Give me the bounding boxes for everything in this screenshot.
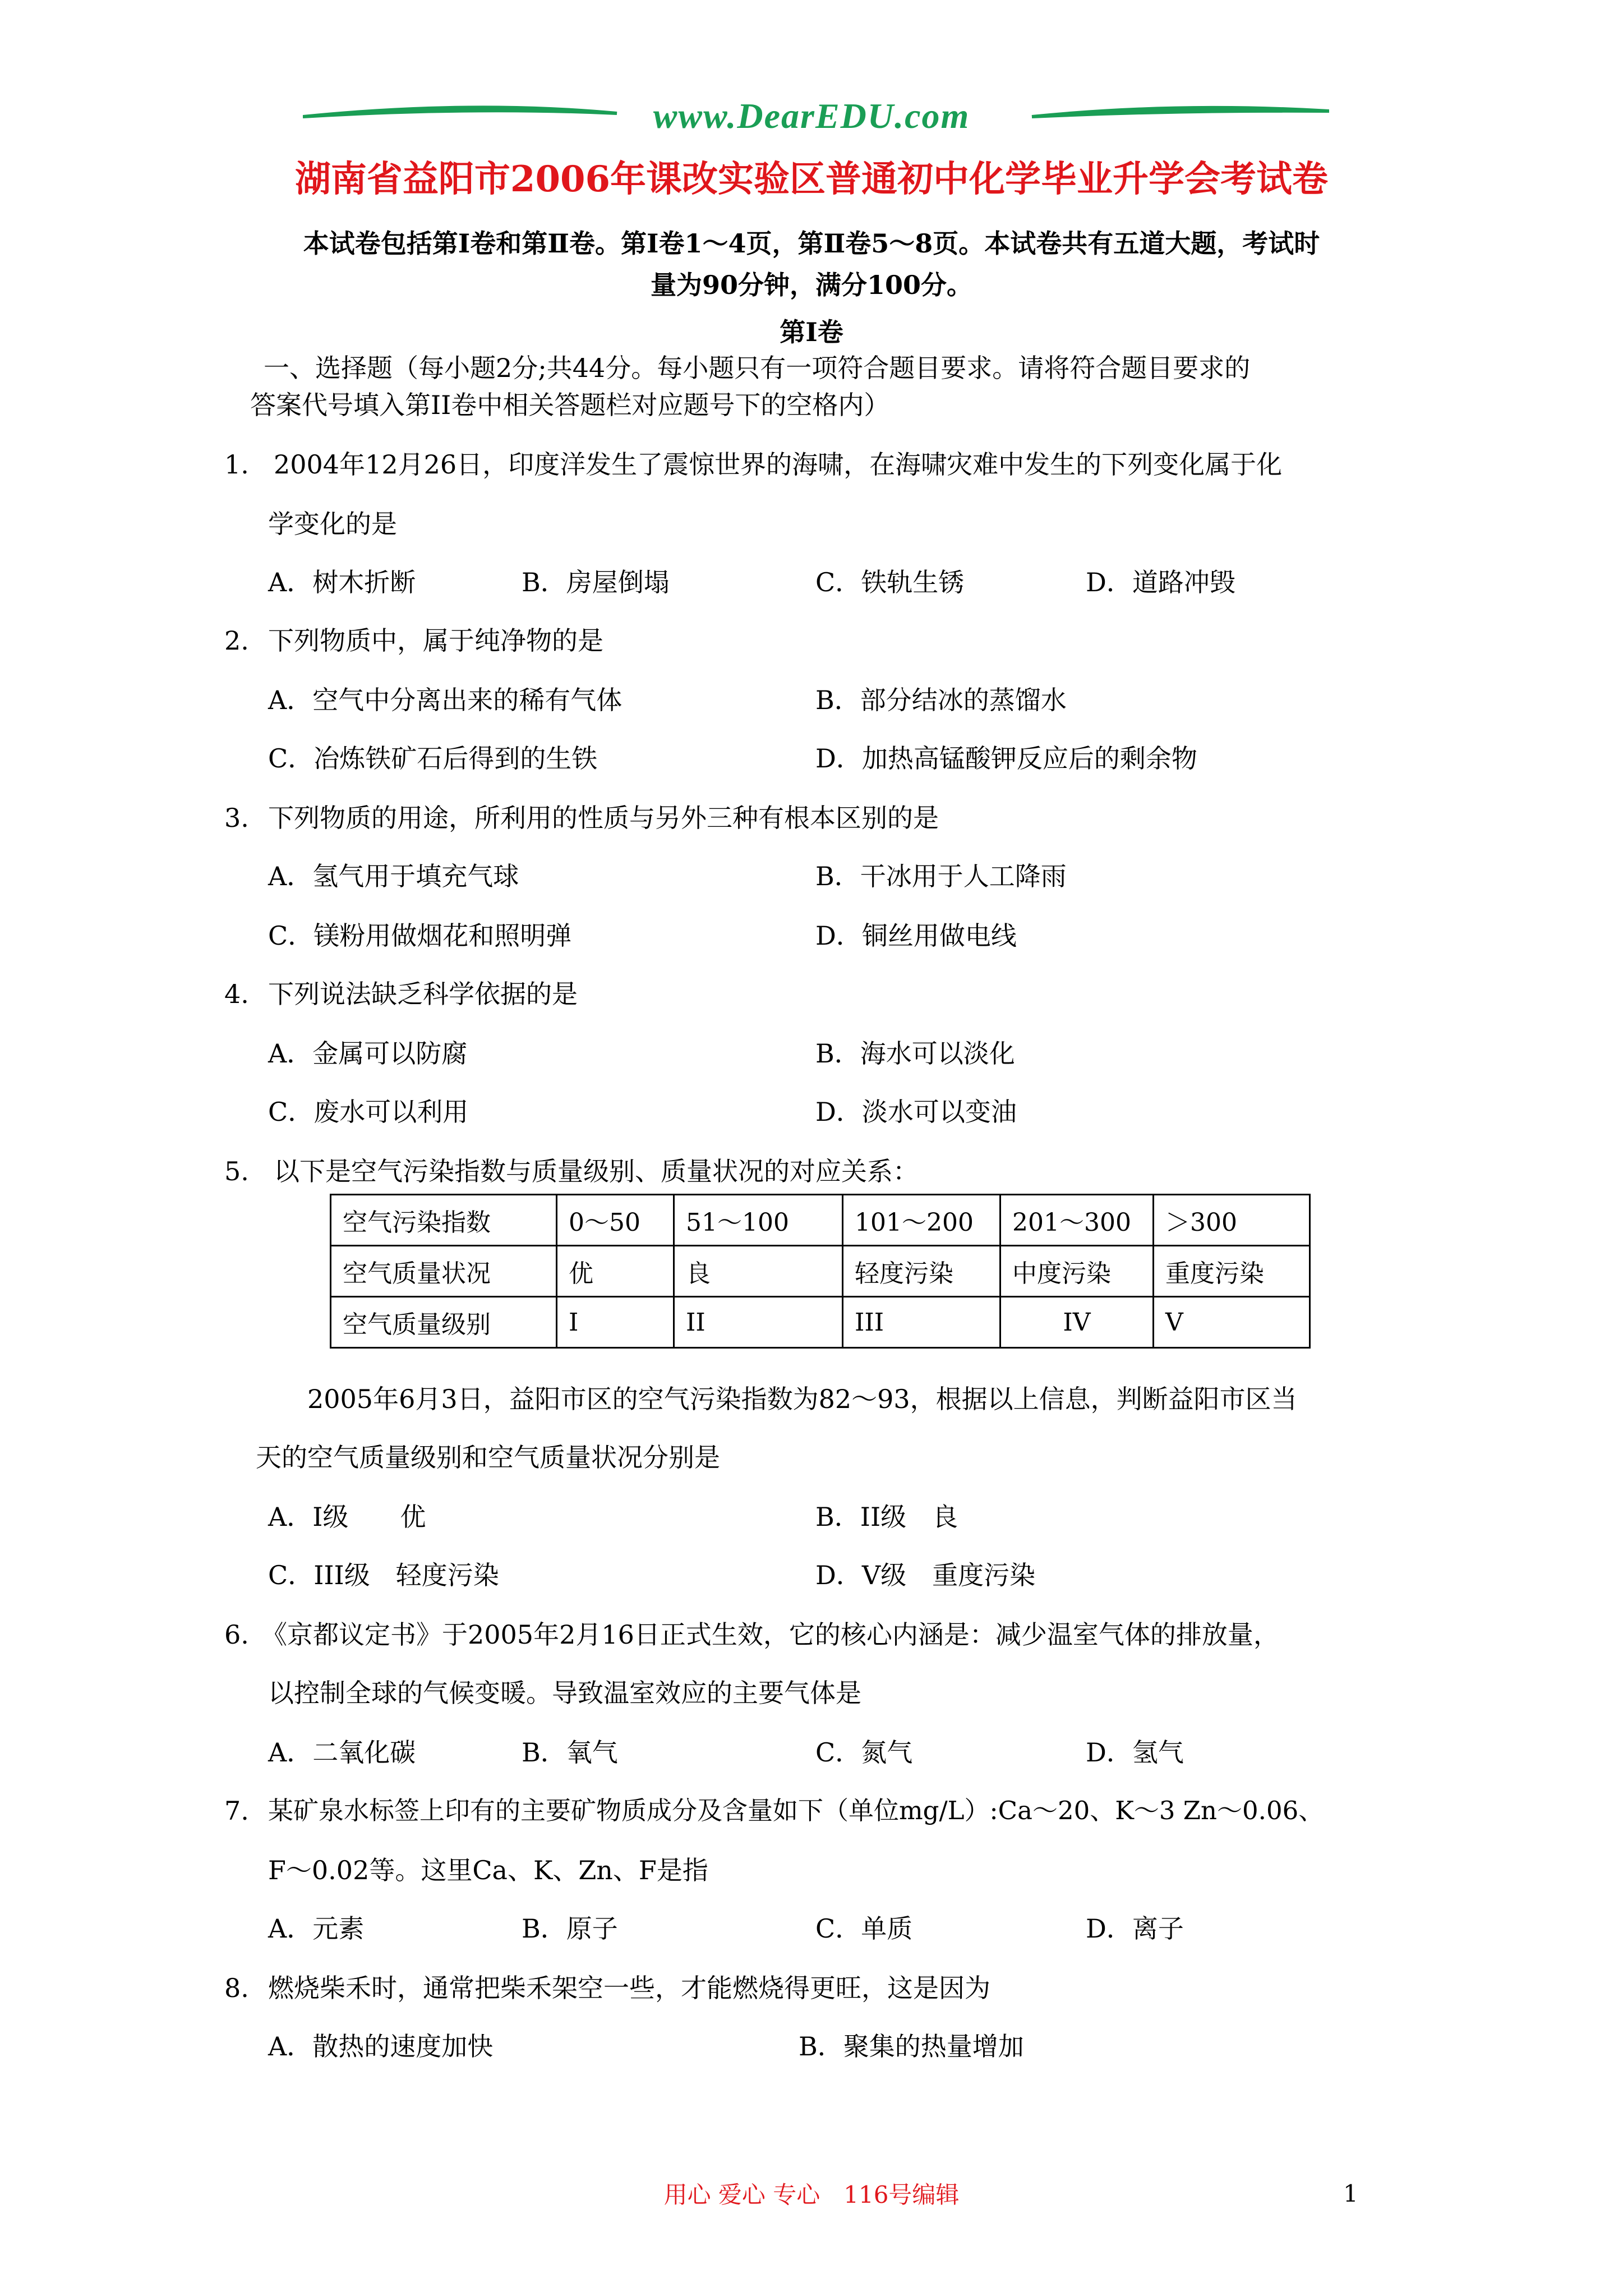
table-cell: 空气质量级别 [331, 1297, 557, 1348]
question-7-line-1: 某矿泉水标签上印有的主要矿物质成分及含量如下（单位mg/L）:Ca～20、K～3 Zn～0.06、 [268, 1796, 1324, 1825]
page-number: 1 [1343, 2180, 1358, 2207]
table-cell: 空气污染指数 [331, 1195, 557, 1246]
intro-line-2: 量为90分钟，满分100分。 [650, 270, 973, 300]
question-4-option-d: D．淡水可以变油 [815, 1097, 1017, 1127]
question-8-option-b: B．聚集的热量增加 [799, 2031, 1024, 2062]
instructions-line-1: 一、选择题（每小题2分;共44分。每小题只有一项符合题目要求。请将符合题目要求的 [264, 353, 1251, 383]
table-cell: IV [1000, 1297, 1154, 1348]
question-3-option-a: A．氢气用于填充气球 [268, 861, 519, 891]
table-cell: 良 [674, 1246, 843, 1297]
question-6-option-d: D．氢气 [1086, 1737, 1184, 1768]
table-cell: 51～100 [674, 1195, 843, 1246]
air-quality-table [330, 1194, 1311, 1349]
question-6-line-1: 《京都议定书》于2005年2月16日正式生效，它的核心内涵是：减少温室气体的排放量， [261, 1619, 1279, 1650]
question-3-option-b: B．干冰用于人工降雨 [815, 861, 1067, 891]
question-4-number: 4. [224, 979, 249, 1009]
question-8-number: 8. [224, 1973, 249, 2003]
question-3-option-c: C．镁粉用做烟花和照明弹 [268, 921, 572, 951]
question-1-line-1: 2004年12月26日，印度洋发生了震惊世界的海啸，在海啸灾难中发生的下列变化属于化 [274, 449, 1283, 480]
table-cell: III [843, 1297, 1000, 1348]
question-6-number: 6. [224, 1619, 249, 1650]
question-2-option-b: B．部分结冰的蒸馏水 [815, 685, 1067, 715]
table-cell: 空气质量状况 [331, 1246, 557, 1297]
question-7-option-b: B．原子 [522, 1913, 618, 1944]
question-1-option-d: D．道路冲毁 [1086, 567, 1235, 597]
table-cell: 0～50 [557, 1195, 674, 1246]
question-1-option-b: B．房屋倒塌 [522, 567, 670, 597]
section-title: 第Ⅰ卷 [780, 317, 843, 347]
table-cell: 优 [557, 1246, 674, 1297]
question-2-option-a: A．空气中分离出来的稀有气体 [268, 685, 623, 715]
question-3-stem: 下列物质的用途，所利用的性质与另外三种有根本区别的是 [268, 803, 939, 833]
question-8-stem: 燃烧柴禾时，通常把柴禾架空一些，才能燃烧得更旺，这是因为 [268, 1973, 990, 2003]
intro-line-1: 本试卷包括第Ⅰ卷和第Ⅱ卷。第Ⅰ卷1～4页，第Ⅱ卷5～8页。本试卷共有五道大题，考试时 [303, 228, 1320, 259]
table-row [331, 1297, 1310, 1348]
table-cell: 101～200 [843, 1195, 1000, 1246]
question-7-option-c: C．单质 [815, 1913, 913, 1944]
question-7-option-d: D．离子 [1086, 1913, 1184, 1944]
question-3-number: 3. [224, 803, 249, 833]
question-5-option-b: B．II级 良 [815, 1502, 958, 1532]
question-6-line-2: 以控制全球的气候变暖。导致温室效应的主要气体是 [268, 1678, 861, 1708]
question-2-option-d: D．加热高锰酸钾反应后的剩余物 [815, 743, 1197, 774]
question-4-option-a: A．金属可以防腐 [268, 1038, 468, 1069]
question-7-option-a: A．元素 [268, 1913, 365, 1944]
question-2-stem: 下列物质中，属于纯净物的是 [268, 625, 603, 656]
table-cell: 重度污染 [1154, 1246, 1310, 1297]
question-6-option-a: A．二氧化碳 [268, 1737, 416, 1768]
question-3-option-d: D．铜丝用做电线 [815, 921, 1017, 951]
table-row [331, 1195, 1310, 1246]
question-1-option-c: C．铁轨生锈 [815, 567, 965, 597]
question-5-option-a: A．I级 优 [268, 1502, 426, 1532]
table-row [331, 1246, 1310, 1297]
question-4-option-b: B．海水可以淡化 [815, 1038, 1015, 1069]
instructions-line-2: 答案代号填入第II卷中相关答题栏对应题号下的空格内） [250, 390, 890, 420]
question-4-option-c: C．废水可以利用 [268, 1097, 469, 1127]
question-2-option-c: C．冶炼铁矿石后得到的生铁 [268, 743, 598, 774]
table-cell: 201～300 [1000, 1195, 1154, 1246]
question-5-number: 5. [224, 1156, 249, 1186]
question-6-option-b: B．氧气 [522, 1737, 618, 1768]
exam-title: 湖南省益阳市2006年课改实验区普通初中化学毕业升学会考试卷 [294, 158, 1329, 200]
question-1-line-2: 学变化的是 [268, 509, 397, 539]
question-6-option-c: C．氮气 [815, 1737, 913, 1768]
question-4-stem: 下列说法缺乏科学依据的是 [268, 979, 578, 1009]
question-7-number: 7. [224, 1796, 249, 1826]
question-5-option-d: D．V级 重度污染 [815, 1560, 1036, 1590]
table-cell: 中度污染 [1000, 1246, 1154, 1297]
question-5-stem: 以下是空气污染指数与质量级别、质量状况的对应关系： [274, 1156, 919, 1186]
question-2-number: 2. [224, 625, 249, 656]
table-cell: I [557, 1297, 674, 1348]
table-cell: V [1154, 1297, 1310, 1348]
question-1-number: 1. [224, 449, 249, 480]
table-cell: ＞300 [1154, 1195, 1310, 1246]
table-cell: II [674, 1297, 843, 1348]
footer-note: 用心 爱心 专心 116号编辑 [663, 2181, 960, 2208]
question-5-paragraph-line-2: 天的空气质量级别和空气质量状况分别是 [256, 1442, 720, 1473]
question-1-option-a: A．树木折断 [268, 567, 416, 597]
question-7-line-2: F～0.02等。这里Ca、K、Zn、F是指 [268, 1855, 708, 1885]
table-cell: 轻度污染 [843, 1246, 1000, 1297]
question-5-option-c: C．III级 轻度污染 [268, 1560, 499, 1590]
question-8-option-a: A．散热的速度加快 [268, 2031, 494, 2062]
site-logo: www.DearEDU.com [653, 96, 970, 136]
question-5-paragraph-line-1: 2005年6月3日，益阳市区的空气污染指数为82～93，根据以上信息，判断益阳市区当 [307, 1384, 1297, 1414]
